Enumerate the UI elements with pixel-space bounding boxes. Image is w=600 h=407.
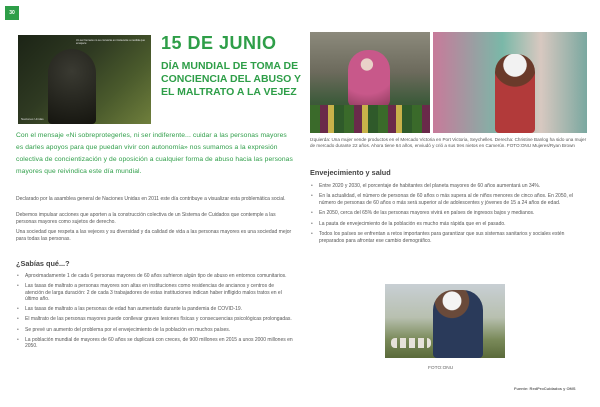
elderly-person-photo bbox=[18, 35, 151, 124]
cameroon-market-photo bbox=[433, 32, 587, 133]
market-women-photos bbox=[310, 32, 587, 133]
sabias-title: ¿Sabías qué...? bbox=[16, 259, 70, 268]
list-item: • La población mundial de mayores de 60 años se duplicará con creces, de 900 millones en 2015 a unos 2000 millones en 2050. bbox=[16, 337, 294, 350]
paragraph: Declarado por la asamblea general de Naciones Unidas en 2011 este día contribuye a visualizar esta problemática social. bbox=[16, 196, 286, 202]
photo-caption: Izquierda: Una mujer vende productos en el Mercado Victoria en Port Victoria, Seychelles. Derecha: Christine Banlog ha sido una mujer de mercado durante 22 años. Ahora tiene 64 años, enviudó y crió a sus tres nietos en Camerún. FOTO:ONU Mujeres/Ryan Brown bbox=[310, 137, 587, 148]
list-item: • Las tasas de maltrato a las personas de edad han aumentado durante la pandemia de COVID-19. bbox=[16, 306, 294, 312]
seychelles-market-photo bbox=[310, 32, 430, 133]
list-item: • La pauta de envejecimiento de la población es mucho más rápida que en el pasado. bbox=[310, 221, 590, 227]
envejecimiento-list bbox=[310, 183, 590, 244]
list-item: • En 2050, cerca del 65% de las personas mayores vivirá en países de ingresos bajos y medianos. bbox=[310, 210, 590, 216]
man-figure bbox=[433, 290, 483, 358]
list-item: • En la actualidad, el número de personas de 60 años o más supera al de niños menores de cinco años. En 2050, el número de personas de 60 años o más será superior al de adolescentes y jóvenes de 15 a 24 años de edad. bbox=[310, 193, 590, 206]
intro-text: Con el mensaje «Ni sobreprotegerles, ni ser indiferente... cuidar a las personas mayores es darles apoyos para que puedan vivir con autonomía» nos sumamos a la expresión colectiva de concientización y de oposición a cualquier forma de abuso hacia las personas mayores que reivindica este día mundial. bbox=[16, 132, 293, 175]
vegetables bbox=[310, 105, 430, 133]
envejecimiento-title: Envejecimiento y salud bbox=[310, 168, 391, 177]
paragraph: Una sociedad que respeta a las vejeces y su diversidad y da calidad de vida a las personas mayores es una sociedad mejor para todas las personas. bbox=[16, 229, 292, 242]
sabias-list bbox=[16, 273, 294, 350]
vendor-figure bbox=[348, 50, 390, 108]
vendor-figure bbox=[495, 54, 535, 133]
paragraph: Debemos impulsar acciones que aporten a la construcción colectiva de un Sistema de Cuidados que contemple a las personas mayores como sujetos de derecho. bbox=[16, 212, 276, 225]
event-subtitle: DÍA MUNDIAL DE TOMA DE CONCIENCIA DEL ABUSO Y EL MALTRATO A LA VEJEZ bbox=[161, 60, 301, 98]
list-item: • Se prevé un aumento del problema por el envejecimiento de la población en muchos países. bbox=[16, 327, 294, 333]
source-note: Fuente: RedProCuidados y OMS bbox=[514, 386, 576, 391]
list-item: • Todos los países se enfrentan a retos importantes para garantizar que sus sistemas sanitarios y sociales estén preparados para afrontar ese cambio demográfico. bbox=[310, 231, 590, 244]
elderly-man-photo bbox=[385, 284, 505, 358]
photo-overlay-text: Un ser humano no se convierte en irrelevante a medida que envejece bbox=[76, 39, 145, 45]
list-item: • El maltrato de las personas mayores puede conllevar graves lesiones físicas y consecuencias psicológicas prolongadas. bbox=[16, 316, 294, 322]
sheep-flock bbox=[391, 338, 431, 348]
list-item: • Las tasas de maltrato a personas mayores son altas en instituciones como residencias de ancianos y centros de atención de larga duración: 2 de cada 3 trabajadores de estas instituciones indican haber infligido malos tratos en el último año. bbox=[16, 283, 294, 302]
silhouette-figure bbox=[48, 49, 96, 124]
un-logo: Naciones Unidas bbox=[21, 117, 44, 121]
photo-credit: FOTO:ONU bbox=[428, 366, 454, 371]
list-item: • Entre 2020 y 2030, el porcentaje de habitantes del planeta mayores de 60 años aumentará un 34%. bbox=[310, 183, 590, 189]
date-title: 15 DE JUNIO bbox=[161, 33, 277, 53]
list-item: • Aproximadamente 1 de cada 6 personas mayores de 60 años sufrieron algún tipo de abuso en entornos comunitarios. bbox=[16, 273, 294, 279]
page-number-badge: 30 bbox=[5, 6, 19, 20]
